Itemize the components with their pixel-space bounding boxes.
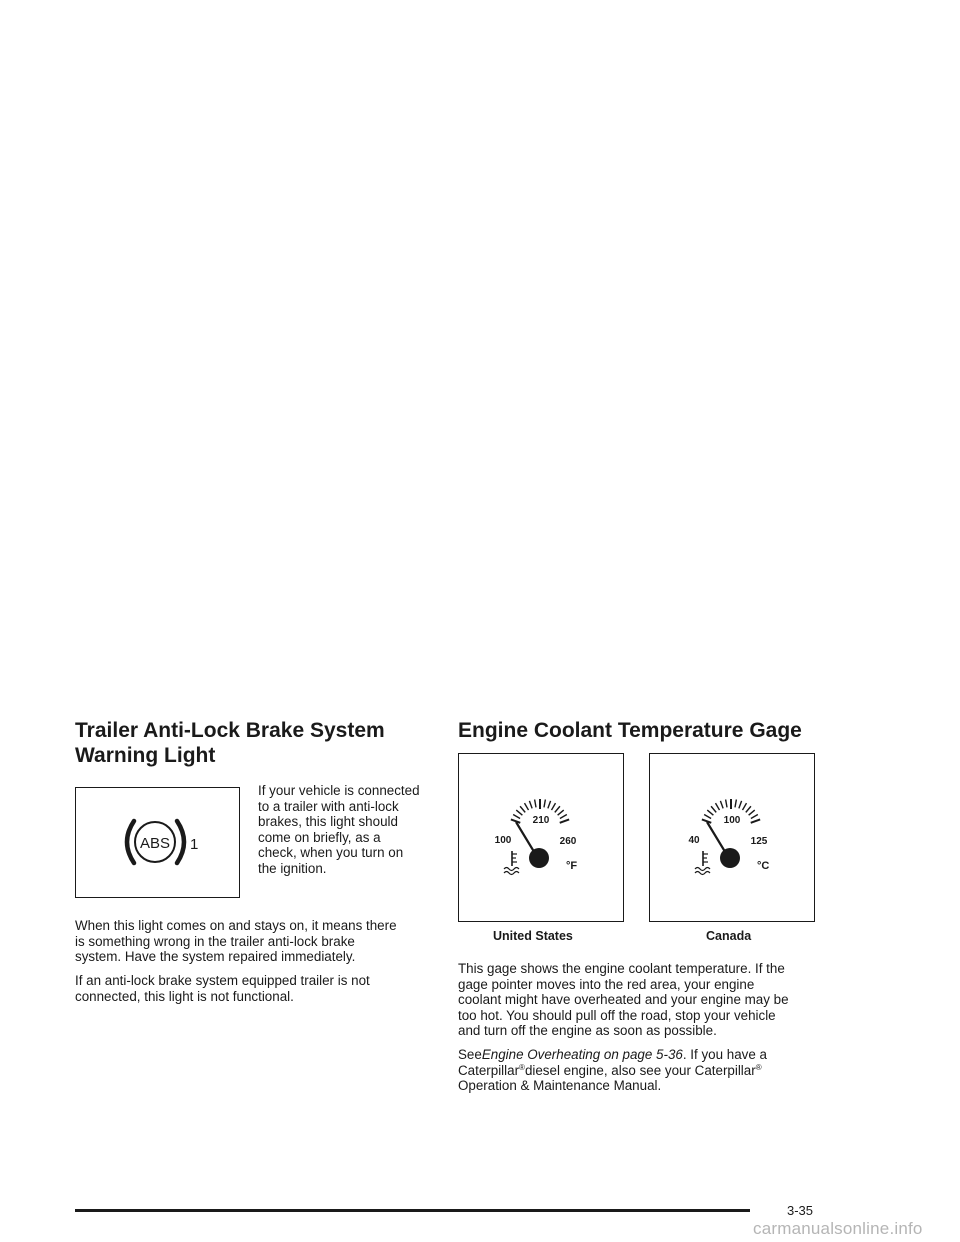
gauge-tick [726, 799, 727, 807]
us-temperature-gauge-icon [459, 754, 622, 920]
text-fragment: diesel engine, also see your Caterpillar [524, 1062, 756, 1078]
abs-paragraph-1 [75, 918, 445, 965]
text-line: gage pointer moves into the red area, your engine [458, 976, 755, 992]
text-line: check, when you turn on [258, 845, 404, 860]
gauge-tick [516, 810, 522, 815]
gauge-scale-label: 210 [532, 815, 550, 826]
gauge-tick [513, 815, 520, 819]
abs-paragraph-2 [75, 973, 445, 1004]
registered-mark: ® [755, 1062, 762, 1072]
coolant-section-title: Engine Coolant Temperature Gage [458, 719, 802, 742]
gauge-tick [751, 815, 758, 819]
text-line: the ignition. [258, 860, 327, 876]
gauge-unit-label: °F [566, 860, 578, 872]
gauge-tick [535, 799, 536, 807]
coolant-paragraph-1 [458, 961, 838, 1039]
coolant-paragraph-2 [458, 1047, 838, 1094]
gauge-tick [529, 801, 532, 809]
text-line: connected, this light is not functional. [75, 988, 294, 1004]
text-line: system. Have the system repaired immediately. [75, 949, 356, 964]
gauge-scale-label: 100 [723, 815, 741, 826]
gauge-tick [560, 815, 567, 819]
gauge-tick [544, 799, 545, 807]
gauge-tick [558, 810, 564, 815]
text-line: is something wrong in the trailer anti-lock brake [75, 933, 355, 949]
abs-section-title-line2: Warning Light [75, 744, 216, 767]
gauge-tick [746, 806, 751, 812]
text-line: come on briefly, as a [258, 829, 381, 845]
gauge-scale-label: 40 [688, 835, 700, 846]
canada-gauge-caption: Canada [706, 929, 752, 943]
gauge-scale-label: 260 [559, 836, 577, 847]
text-line: coolant might have overheated and your engine may be [458, 992, 789, 1007]
text-line: When this light comes on and stays on, it means there [75, 918, 397, 933]
gauge-tick [560, 819, 569, 822]
canada-temperature-gauge-icon [650, 754, 813, 920]
gauge-tick [716, 803, 720, 810]
gauge-tick [739, 801, 742, 809]
text-line: too hot. You should pull off the road, stop your vehicle [458, 1007, 776, 1023]
us-gauge-frame [458, 753, 624, 922]
gauge-unit-label: °C [757, 860, 770, 872]
svg-text:1: 1 [190, 836, 199, 853]
gauge-tick [751, 819, 760, 822]
brand-text: Caterpillar [458, 1062, 520, 1078]
canada-gauge-frame [649, 753, 815, 922]
gauge-tick [720, 801, 723, 809]
text-line: Operation & Maintenance Manual. [458, 1078, 662, 1093]
gauge-tick [711, 806, 716, 812]
gauge-hub [720, 848, 740, 868]
gauge-tick [555, 806, 560, 812]
gauge-tick [743, 803, 747, 810]
trailer-abs-warning-icon [76, 788, 238, 896]
engine-overheating-reference-link[interactable]: Engine Overheating on page 5-36 [481, 1047, 683, 1062]
text-line: to a trailer with anti-lock [258, 798, 399, 814]
text-line: If your vehicle is connected [258, 783, 420, 798]
abs-section-title-line1: Trailer Anti-Lock Brake System [75, 719, 385, 742]
abs-intro-paragraph [258, 783, 458, 876]
text-line [458, 1047, 838, 1063]
text-line [458, 1063, 838, 1079]
gauge-tick [548, 801, 551, 809]
gauge-tick [525, 803, 529, 810]
gauge-scale-label: 100 [494, 835, 512, 846]
text-line: brakes, this light should [258, 814, 398, 829]
abs-icon-frame [75, 787, 240, 898]
text-line: If an anti-lock brake system equipped trailer is not [75, 973, 370, 988]
coolant-temperature-icon [504, 851, 519, 875]
watermark: carmanualsonline.info [753, 1219, 923, 1238]
text-line: This gage shows the engine coolant temperature. If the [458, 961, 785, 976]
see-text: See [458, 1047, 482, 1062]
page-number: 3-35 [787, 1203, 814, 1218]
gauge-tick [552, 803, 556, 810]
gauge-tick [520, 806, 525, 812]
gauge-tick [707, 810, 713, 815]
text-fragment: . If you have a [682, 1047, 767, 1062]
gauge-hub [529, 848, 549, 868]
svg-text:ABS: ABS [139, 835, 171, 852]
gauge-tick [735, 799, 736, 807]
coolant-temperature-icon [695, 851, 710, 875]
gauge-tick [704, 815, 711, 819]
gauge-scale-label: 125 [750, 836, 768, 847]
registered-mark: ® [519, 1062, 525, 1072]
text-line: and turn off the engine as soon as possible. [458, 1023, 717, 1038]
footer-rule [75, 1209, 750, 1212]
gauge-tick [749, 810, 755, 815]
us-gauge-caption: United States [493, 929, 573, 943]
